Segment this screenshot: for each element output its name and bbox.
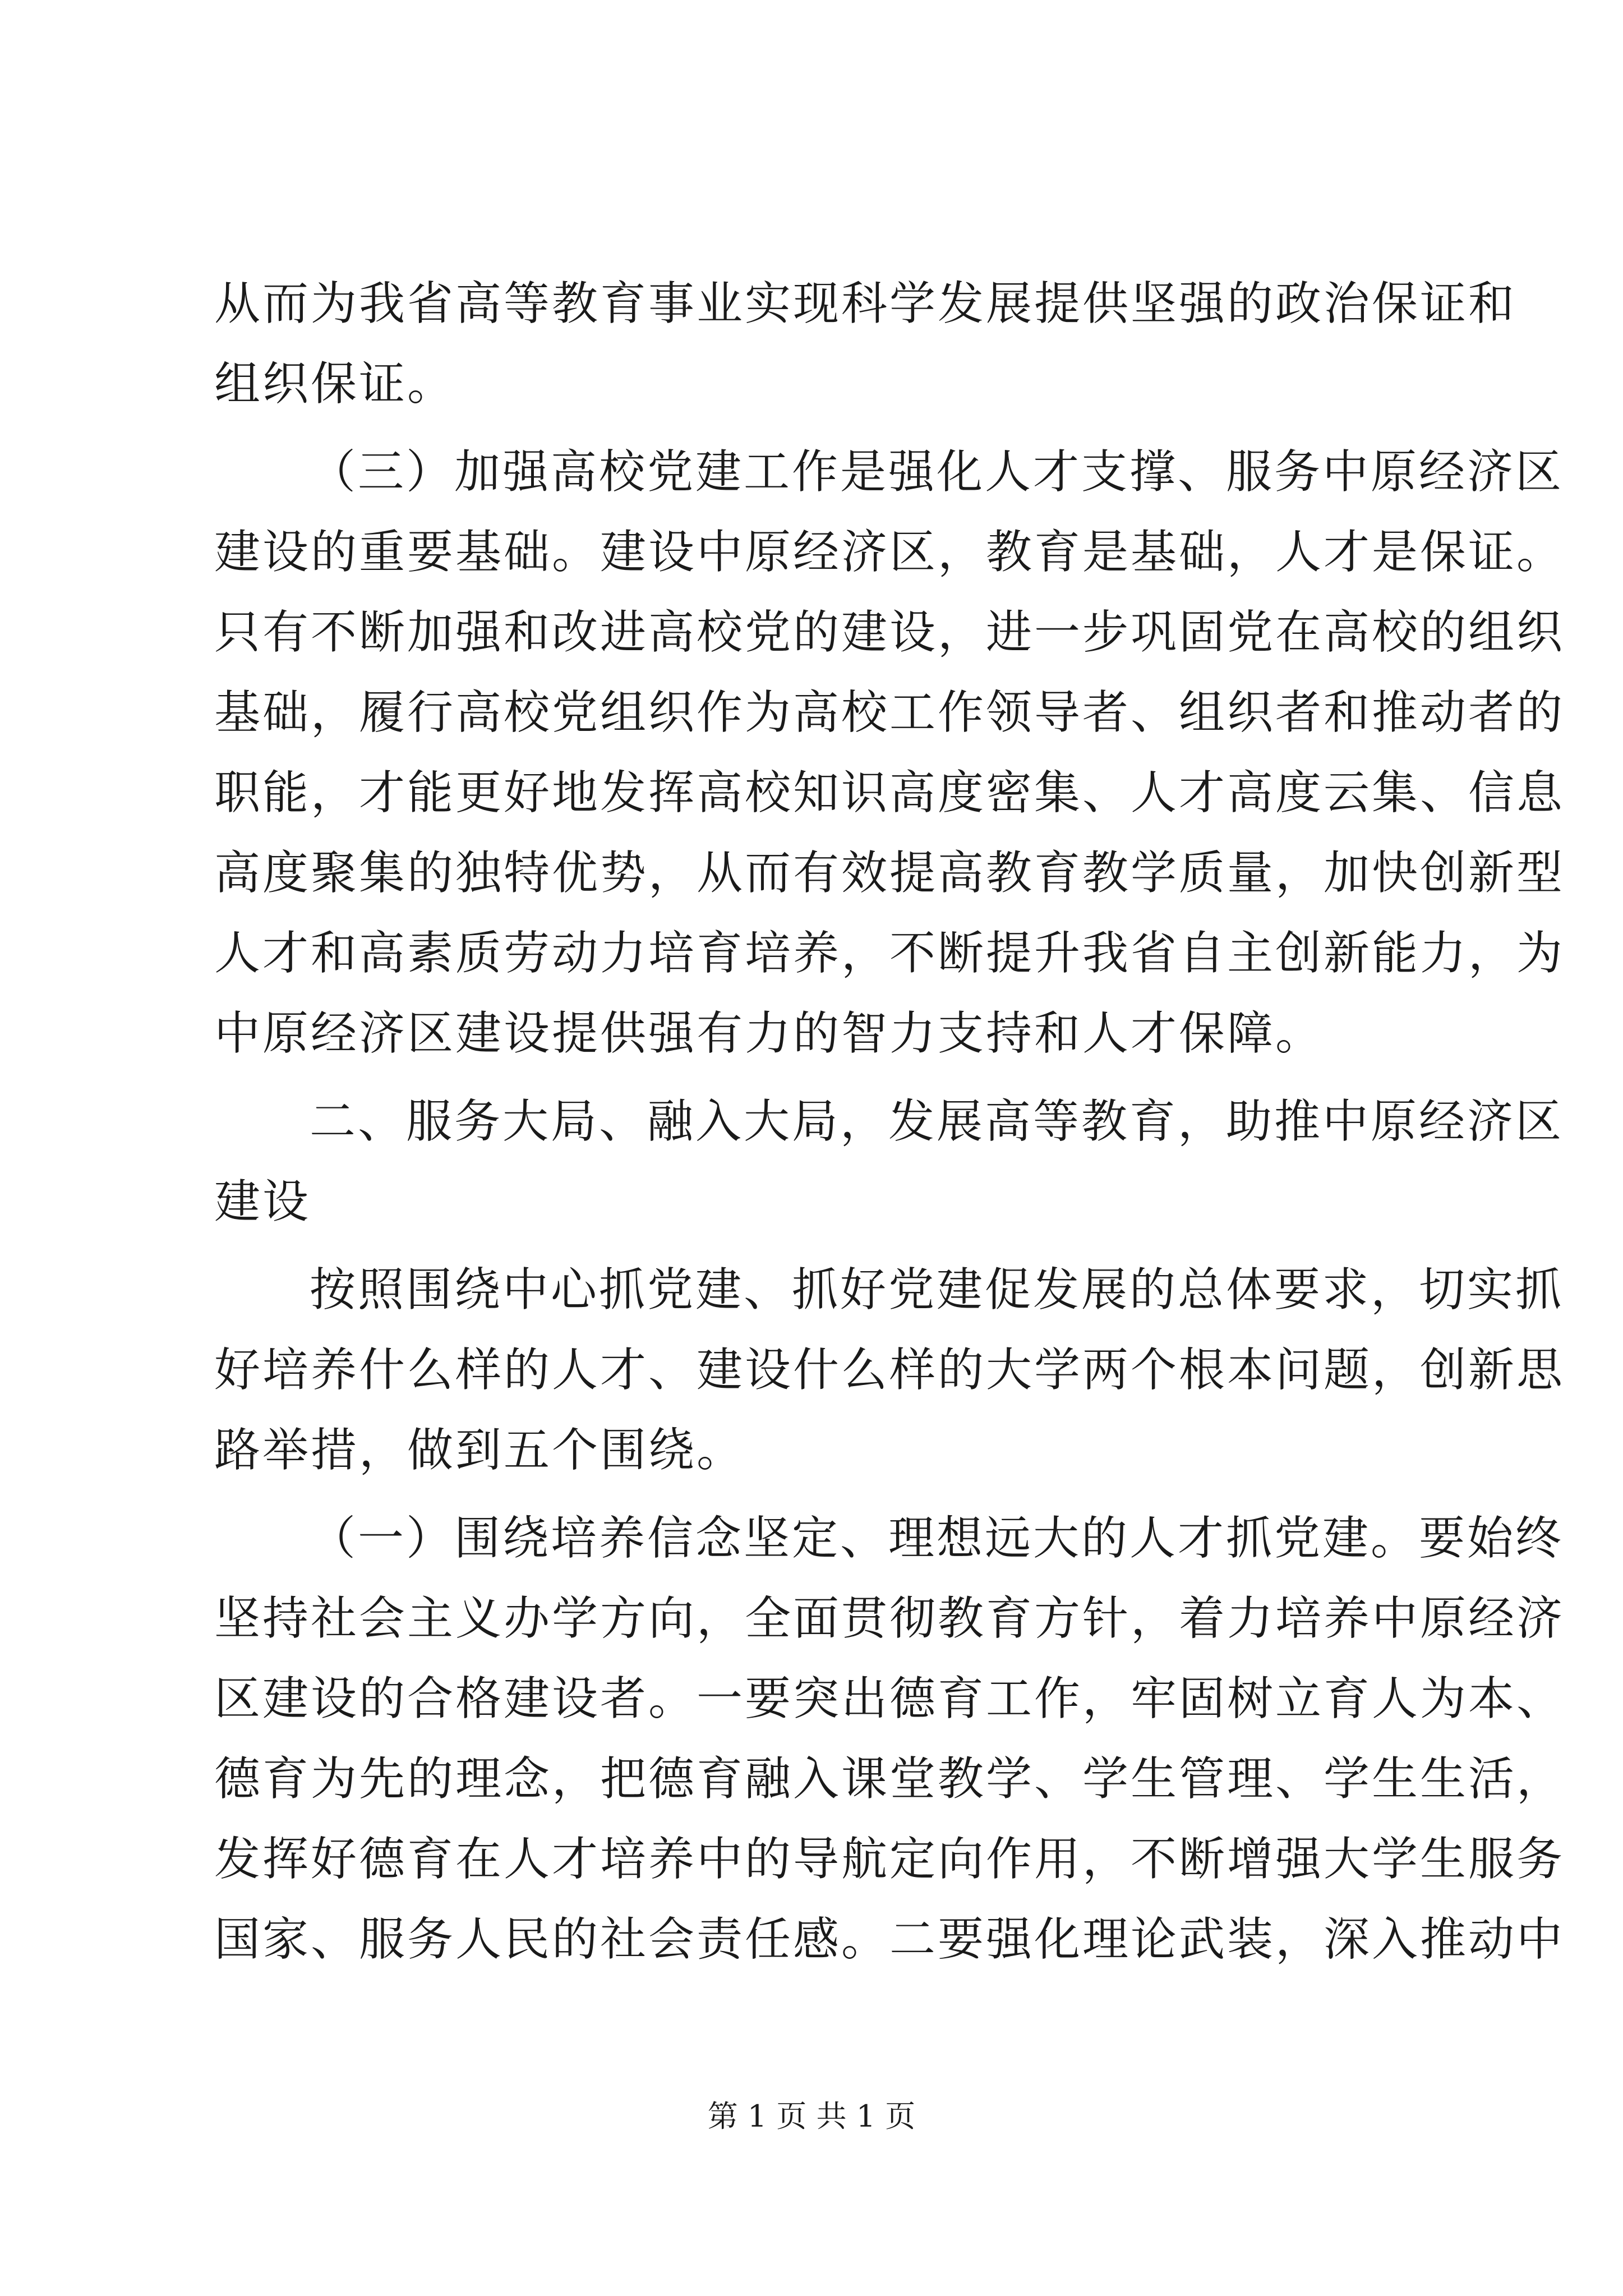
text-line: 坚持社会主义办学方向，全面贯彻教育方针，着力培养中原经济 (214, 1592, 1565, 1645)
text-line: 中原经济区建设提供强有力的智力支持和人才保障。 (214, 1007, 1324, 1060)
text-line: 人才和高素质劳动力培育培养，不断提升我省自主创新能力，为 (214, 927, 1565, 980)
page-number-footer: 第 1 页 共 1 页 (707, 2099, 916, 2134)
paragraph (214, 1498, 1565, 1980)
text-line: 好培养什么样的人才、建设什么样的大学两个根本问题，创新思 (214, 1343, 1565, 1397)
section-heading (214, 1082, 1564, 1242)
text-line: 基础，履行高校党组织作为高校工作领导者、组织者和推动者的 (214, 686, 1565, 739)
text-line: 从而为我省高等教育事业实现科学发展提供坚强的政治保证和 (214, 277, 1517, 330)
text-line: 路举措，做到五个围绕。 (214, 1424, 745, 1477)
paragraph (214, 264, 1517, 424)
text-line: 二、服务大局、融入大局，发展高等教育，助推中原经济区 (310, 1095, 1564, 1148)
paragraph (214, 1250, 1565, 1490)
text-line: 高度聚集的独特优势，从而有效提高教育教学质量，加快创新型 (214, 846, 1565, 900)
text-line: 组织保证。 (214, 357, 456, 411)
text-line: （三）加强高校党建工作是强化人才支撑、服务中原经济区 (310, 445, 1564, 499)
text-line: 建设 (214, 1175, 311, 1228)
text-line: 建设的重要基础。建设中原经济区，教育是基础，人才是保证。 (214, 526, 1565, 579)
document-body (214, 264, 1565, 1980)
paragraph (214, 432, 1565, 1074)
text-line: 区建设的合格建设者。一要突出德育工作，牢固树立育人为本、 (214, 1672, 1565, 1726)
text-line: 按照围绕中心抓党建、抓好党建促发展的总体要求，切实抓 (310, 1263, 1564, 1317)
text-line: 国家、服务人民的社会责任感。二要强化理论武装，深入推动中 (214, 1913, 1565, 1966)
text-line: 只有不断加强和改进高校党的建设，进一步巩固党在高校的组织 (214, 606, 1565, 659)
text-line: 发挥好德育在人才培养中的导航定向作用，不断增强大学生服务 (214, 1833, 1565, 1886)
text-line: 德育为先的理念，把德育融入课堂教学、学生管理、学生生活， (214, 1752, 1565, 1806)
text-line: 职能，才能更好地发挥高校知识高度密集、人才高度云集、信息 (214, 766, 1565, 820)
text-line: （一）围绕培养信念坚定、理想远大的人才抓党建。要始终 (310, 1512, 1564, 1565)
